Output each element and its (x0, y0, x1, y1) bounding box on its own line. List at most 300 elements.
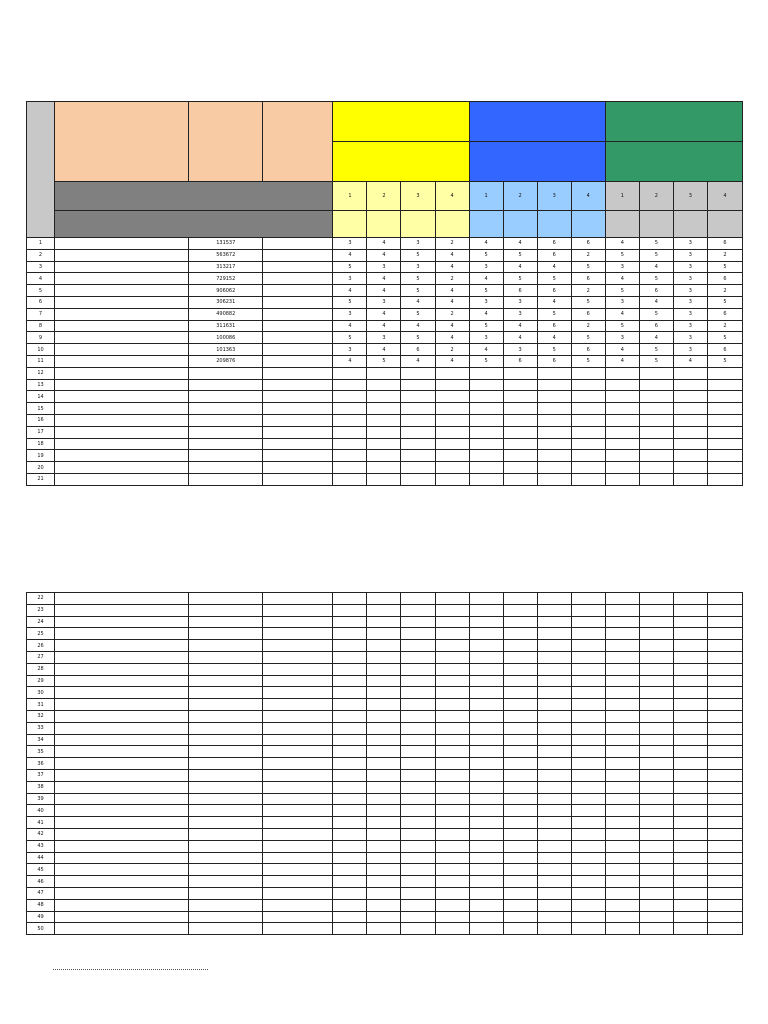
score-cell: 4 (401, 296, 435, 308)
score-cell: 4 (435, 355, 469, 367)
signature-line (53, 969, 208, 970)
score-cell (571, 367, 605, 379)
score-cell (333, 438, 367, 450)
score-cell (707, 722, 742, 734)
score-cell: 4 (333, 285, 367, 297)
score-cell (503, 640, 537, 652)
student-name (55, 923, 189, 935)
criterion-2-2: 2 (503, 182, 537, 211)
score-cell (571, 391, 605, 403)
score-cell: 5 (639, 238, 673, 250)
score-cell (571, 663, 605, 675)
score-cell (537, 426, 571, 438)
score-cell (537, 367, 571, 379)
criterion-shade-cell (435, 211, 469, 238)
score-cell: 4 (537, 261, 571, 273)
score-cell: 4 (333, 355, 367, 367)
student-gender (263, 651, 333, 663)
score-cell (639, 628, 673, 640)
student-gender (263, 746, 333, 758)
score-cell (673, 616, 707, 628)
score-cell (469, 758, 503, 770)
row-number: 44 (27, 852, 55, 864)
student-name (55, 663, 189, 675)
score-cell: 5 (639, 249, 673, 261)
score-cell (401, 640, 435, 652)
student-name (55, 628, 189, 640)
score-cell (537, 876, 571, 888)
score-cell (571, 887, 605, 899)
score-cell (639, 793, 673, 805)
score-cell (469, 462, 503, 474)
band-descriptors (55, 211, 333, 238)
student-gender (263, 332, 333, 344)
score-cell (367, 651, 401, 663)
student-name (55, 781, 189, 793)
score-cell (503, 604, 537, 616)
score-cell (673, 781, 707, 793)
student-id: 306231 (189, 296, 263, 308)
score-cell (605, 675, 639, 687)
table-row (27, 793, 743, 805)
student-id (189, 734, 263, 746)
score-cell (435, 805, 469, 817)
table-row (27, 651, 743, 663)
score-cell (673, 450, 707, 462)
score-cell (469, 663, 503, 675)
score-cell (639, 734, 673, 746)
score-cell (571, 852, 605, 864)
score-cell (401, 899, 435, 911)
score-cell (401, 828, 435, 840)
student-id: 100086 (189, 332, 263, 344)
score-cell (435, 710, 469, 722)
row-number: 6 (27, 296, 55, 308)
score-cell (673, 640, 707, 652)
row-number: 7 (27, 308, 55, 320)
score-cell (537, 734, 571, 746)
score-cell (537, 805, 571, 817)
table-row (27, 273, 743, 285)
student-gender (263, 344, 333, 356)
score-cell (571, 450, 605, 462)
row-number: 47 (27, 887, 55, 899)
score-cell (673, 722, 707, 734)
student-gender (263, 828, 333, 840)
score-cell (673, 426, 707, 438)
score-cell (605, 828, 639, 840)
student-name (55, 238, 189, 250)
score-cell (367, 781, 401, 793)
row-number: 26 (27, 640, 55, 652)
score-cell (537, 758, 571, 770)
score-cell: 4 (333, 249, 367, 261)
score-cell: 5 (333, 296, 367, 308)
score-cell (673, 758, 707, 770)
score-cell (333, 675, 367, 687)
student-gender (263, 604, 333, 616)
score-cell (605, 462, 639, 474)
table-row (27, 722, 743, 734)
score-cell (639, 840, 673, 852)
student-name (55, 426, 189, 438)
score-cell (401, 651, 435, 663)
table-row (27, 344, 743, 356)
score-cell (707, 781, 742, 793)
score-cell (435, 852, 469, 864)
score-cell (503, 722, 537, 734)
score-cell (333, 864, 367, 876)
score-cell: 4 (605, 355, 639, 367)
score-cell (707, 769, 742, 781)
score-cell: 6 (537, 355, 571, 367)
score-cell (401, 769, 435, 781)
student-id (189, 640, 263, 652)
student-name (55, 332, 189, 344)
criterion-3-3: 3 (673, 182, 707, 211)
student-name (55, 687, 189, 699)
table-row (27, 296, 743, 308)
student-name (55, 817, 189, 829)
score-cell (673, 473, 707, 485)
score-cell: 5 (333, 261, 367, 273)
score-cell (605, 628, 639, 640)
score-cell: 5 (707, 332, 742, 344)
score-cell (333, 911, 367, 923)
score-cell (639, 781, 673, 793)
score-cell: 3 (673, 296, 707, 308)
score-cell (605, 710, 639, 722)
score-cell (469, 414, 503, 426)
student-gender (263, 462, 333, 474)
student-gender (263, 899, 333, 911)
student-id (189, 593, 263, 605)
score-cell (503, 899, 537, 911)
score-cell (333, 616, 367, 628)
score-cell: 6 (503, 355, 537, 367)
score-cell (673, 852, 707, 864)
score-cell (367, 663, 401, 675)
score-cell (707, 640, 742, 652)
score-cell (469, 379, 503, 391)
score-cell (333, 450, 367, 462)
score-cell: 4 (435, 249, 469, 261)
score-cell (435, 746, 469, 758)
score-cell (503, 438, 537, 450)
score-cell (673, 864, 707, 876)
student-gender (263, 367, 333, 379)
student-name (55, 320, 189, 332)
score-cell (367, 722, 401, 734)
score-cell: 6 (707, 308, 742, 320)
student-id: 209876 (189, 355, 263, 367)
score-cell: 3 (673, 308, 707, 320)
student-id (189, 805, 263, 817)
student-name (55, 699, 189, 711)
score-cell (435, 781, 469, 793)
table-row (27, 379, 743, 391)
table-row (27, 355, 743, 367)
score-cell (673, 379, 707, 391)
score-cell (435, 616, 469, 628)
score-cell: 5 (707, 296, 742, 308)
score-cell: 4 (367, 238, 401, 250)
score-cell (401, 391, 435, 403)
score-cell: 5 (401, 308, 435, 320)
score-cell: 5 (469, 355, 503, 367)
score-cell (639, 379, 673, 391)
score-cell (435, 450, 469, 462)
score-cell: 6 (571, 308, 605, 320)
score-cell (673, 887, 707, 899)
score-cell (605, 604, 639, 616)
score-cell (401, 628, 435, 640)
score-cell (435, 828, 469, 840)
student-id (189, 426, 263, 438)
score-cell (469, 616, 503, 628)
row-number: 39 (27, 793, 55, 805)
table-row (27, 663, 743, 675)
score-cell (707, 852, 742, 864)
score-cell (503, 699, 537, 711)
student-id (189, 403, 263, 415)
score-cell (571, 805, 605, 817)
student-name (55, 403, 189, 415)
score-cell (401, 793, 435, 805)
score-cell: 3 (401, 261, 435, 273)
student-id (189, 604, 263, 616)
row-number: 50 (27, 923, 55, 935)
score-cell: 3 (503, 344, 537, 356)
score-cell (571, 687, 605, 699)
score-cell (503, 887, 537, 899)
score-cell (673, 414, 707, 426)
score-cell (571, 473, 605, 485)
score-cell (469, 473, 503, 485)
criterion-shade-cell (707, 211, 742, 238)
score-cell: 4 (639, 332, 673, 344)
score-cell: 2 (707, 249, 742, 261)
score-cell (401, 403, 435, 415)
table-row (27, 852, 743, 864)
score-cell (367, 828, 401, 840)
student-gender (263, 817, 333, 829)
score-cell (707, 746, 742, 758)
student-gender (263, 285, 333, 297)
score-cell (571, 710, 605, 722)
score-cell: 2 (571, 249, 605, 261)
score-cell (367, 734, 401, 746)
score-cell (537, 722, 571, 734)
score-cell (537, 887, 571, 899)
score-cell (367, 462, 401, 474)
score-cell (469, 781, 503, 793)
score-cell: 3 (673, 249, 707, 261)
score-cell (707, 651, 742, 663)
score-cell (333, 367, 367, 379)
score-cell (707, 473, 742, 485)
score-cell (673, 663, 707, 675)
table-row (27, 285, 743, 297)
score-cell (707, 828, 742, 840)
score-cell (503, 414, 537, 426)
score-cell (673, 793, 707, 805)
row-number: 18 (27, 438, 55, 450)
score-cell (639, 805, 673, 817)
student-gender (263, 699, 333, 711)
row-number: 2 (27, 249, 55, 261)
score-cell: 6 (537, 249, 571, 261)
score-cell (537, 911, 571, 923)
score-cell (605, 722, 639, 734)
student-name (55, 344, 189, 356)
score-cell (469, 640, 503, 652)
score-cell: 2 (435, 238, 469, 250)
score-cell (469, 746, 503, 758)
score-cell (333, 462, 367, 474)
score-cell (503, 911, 537, 923)
score-cell (367, 675, 401, 687)
score-cell: 6 (707, 238, 742, 250)
score-cell (605, 923, 639, 935)
score-cell (537, 651, 571, 663)
row-number: 11 (27, 355, 55, 367)
score-cell (639, 640, 673, 652)
criterion-2-3: 3 (537, 182, 571, 211)
table-row (27, 769, 743, 781)
row-number: 24 (27, 616, 55, 628)
score-cell (639, 710, 673, 722)
student-id (189, 852, 263, 864)
score-cell (367, 864, 401, 876)
student-id (189, 473, 263, 485)
score-cell (435, 876, 469, 888)
score-cell: 3 (367, 332, 401, 344)
table-row (27, 710, 743, 722)
score-cell (435, 699, 469, 711)
table-row (27, 593, 743, 605)
score-cell (571, 675, 605, 687)
row-number: 48 (27, 899, 55, 911)
score-cell (503, 864, 537, 876)
score-cell (707, 817, 742, 829)
score-cell (537, 817, 571, 829)
score-cell: 5 (639, 344, 673, 356)
score-cell (435, 722, 469, 734)
criterion-3-4: 4 (707, 182, 742, 211)
score-cell (503, 450, 537, 462)
score-cell: 6 (571, 238, 605, 250)
score-cell: 5 (503, 249, 537, 261)
score-cell (639, 438, 673, 450)
score-cell (707, 734, 742, 746)
student-gender (263, 687, 333, 699)
score-cell (605, 403, 639, 415)
score-cell (673, 651, 707, 663)
score-cell: 3 (503, 296, 537, 308)
score-cell (401, 663, 435, 675)
student-id (189, 616, 263, 628)
score-cell (503, 379, 537, 391)
score-cell (639, 746, 673, 758)
col-header-gender (263, 102, 333, 182)
score-cell (707, 710, 742, 722)
score-cell: 3 (469, 296, 503, 308)
score-cell: 4 (605, 238, 639, 250)
score-cell (639, 403, 673, 415)
score-cell (537, 473, 571, 485)
table-row (27, 238, 743, 250)
score-cell (571, 379, 605, 391)
score-cell (435, 473, 469, 485)
score-cell (639, 616, 673, 628)
student-name (55, 864, 189, 876)
table-row (27, 887, 743, 899)
score-cell (435, 651, 469, 663)
student-gender (263, 426, 333, 438)
score-cell (673, 687, 707, 699)
score-cell (435, 734, 469, 746)
score-cell: 3 (673, 273, 707, 285)
score-cell (435, 687, 469, 699)
score-cell (639, 758, 673, 770)
student-name (55, 379, 189, 391)
score-cell (605, 781, 639, 793)
student-gender (263, 758, 333, 770)
score-cell (571, 911, 605, 923)
score-cell (401, 699, 435, 711)
table-row (27, 687, 743, 699)
score-cell: 5 (707, 261, 742, 273)
student-id (189, 864, 263, 876)
score-cell (707, 438, 742, 450)
score-cell (605, 616, 639, 628)
score-cell (367, 414, 401, 426)
score-cell (333, 391, 367, 403)
score-cell (605, 414, 639, 426)
score-cell (401, 852, 435, 864)
table-row (27, 923, 743, 935)
criterion-shade-cell (673, 211, 707, 238)
score-cell (673, 391, 707, 403)
score-cell (639, 864, 673, 876)
score-cell (401, 710, 435, 722)
score-cell (605, 640, 639, 652)
score-cell (333, 840, 367, 852)
score-cell (367, 840, 401, 852)
score-cell: 5 (639, 355, 673, 367)
score-cell (435, 817, 469, 829)
row-number: 13 (27, 379, 55, 391)
score-cell (639, 887, 673, 899)
score-cell (707, 414, 742, 426)
score-cell (503, 462, 537, 474)
student-id (189, 367, 263, 379)
row-number: 31 (27, 699, 55, 711)
student-id (189, 710, 263, 722)
score-cell (605, 391, 639, 403)
score-cell (469, 710, 503, 722)
score-cell (503, 805, 537, 817)
score-cell (469, 403, 503, 415)
criterion-shade-cell (503, 211, 537, 238)
score-cell (469, 840, 503, 852)
student-name (55, 285, 189, 297)
student-gender (263, 414, 333, 426)
score-cell (401, 593, 435, 605)
score-cell (707, 426, 742, 438)
score-cell: 3 (503, 308, 537, 320)
